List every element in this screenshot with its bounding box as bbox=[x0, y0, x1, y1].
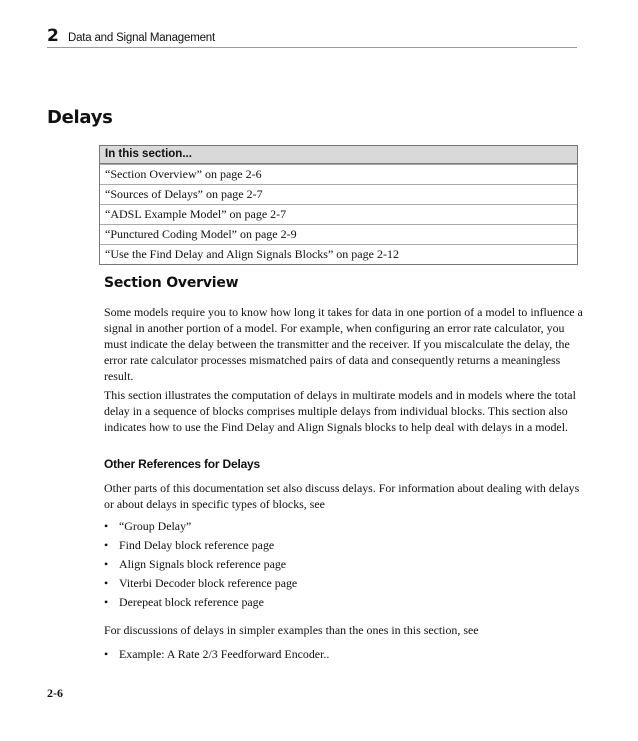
list-item bbox=[104, 575, 297, 594]
bullet-icon: • bbox=[104, 647, 109, 661]
in-this-section-heading: In this section... bbox=[100, 146, 577, 164]
bullet-icon: • bbox=[104, 538, 109, 552]
list-item bbox=[104, 537, 297, 556]
other-references-heading: Other References for Delays bbox=[104, 457, 261, 471]
toc-link-adsl-example-model[interactable]: “ADSL Example Model” on page 2-7 bbox=[100, 204, 577, 224]
page-title: Delays bbox=[47, 107, 113, 128]
running-header bbox=[47, 26, 577, 48]
overview-paragraph-2: This section illustrates the computation of delays in multirate models and in models where the total delay in a sequence of blocks comprises multiple delays from individual blocks. This section also indicates how to use the Find Delay and Align Signals blocks to help deal with delays in a model. bbox=[104, 388, 576, 434]
chapter-number: 2 bbox=[47, 26, 59, 46]
toc-link-find-delay-align-signals[interactable]: “Use the Find Delay and Align Signals Blocks” on page 2-12 bbox=[100, 244, 577, 264]
reference-align-signals-link[interactable]: Align Signals block reference page bbox=[119, 557, 287, 571]
toc-link-punctured-coding-model[interactable]: “Punctured Coding Model” on page 2-9 bbox=[100, 224, 577, 244]
bullet-icon: • bbox=[104, 557, 109, 571]
references-list bbox=[104, 518, 297, 613]
list-item bbox=[104, 556, 297, 575]
reference-derepeat-link[interactable]: Derepeat block reference page bbox=[119, 595, 264, 609]
list-item bbox=[104, 594, 297, 613]
other-references-intro: Other parts of this documentation set also discuss delays. For information about dealing with delays or about delays in specific types of blocks, see bbox=[104, 481, 580, 511]
reference-group-delay-link[interactable]: “Group Delay” bbox=[119, 519, 192, 533]
discussions-list bbox=[104, 646, 329, 665]
toc-link-sources-of-delays[interactable]: “Sources of Delays” on page 2-7 bbox=[100, 184, 577, 204]
overview-paragraph-1: Some models require you to know how long it takes for data in one portion of a model to influence a signal in another portion of a model. For example, when configuring an error rate calculator, you must indicate the delay between the transmitter and the receiver. If you miscalculate the delay, the error rate calculator processes mismatched pairs of data and consequently returns a meaningless result. bbox=[104, 305, 583, 383]
section-overview-heading: Section Overview bbox=[104, 275, 239, 291]
discussions-intro: For discussions of delays in simpler examples than the ones in this section, see bbox=[104, 623, 479, 637]
toc-link-section-overview[interactable]: “Section Overview” on page 2-6 bbox=[100, 164, 577, 184]
list-item bbox=[104, 646, 329, 665]
reference-viterbi-decoder-link[interactable]: Viterbi Decoder block reference page bbox=[119, 576, 298, 590]
chapter-title: Data and Signal Management bbox=[68, 32, 215, 44]
list-item bbox=[104, 518, 297, 537]
in-this-section-box bbox=[99, 145, 578, 265]
bullet-icon: • bbox=[104, 519, 109, 533]
reference-find-delay-link[interactable]: Find Delay block reference page bbox=[119, 538, 275, 552]
example-rate-2-3-encoder-link[interactable]: Example: A Rate 2/3 Feedforward Encoder.. bbox=[119, 647, 330, 661]
page-number: 2-6 bbox=[47, 686, 63, 700]
bullet-icon: • bbox=[104, 595, 109, 609]
bullet-icon: • bbox=[104, 576, 109, 590]
